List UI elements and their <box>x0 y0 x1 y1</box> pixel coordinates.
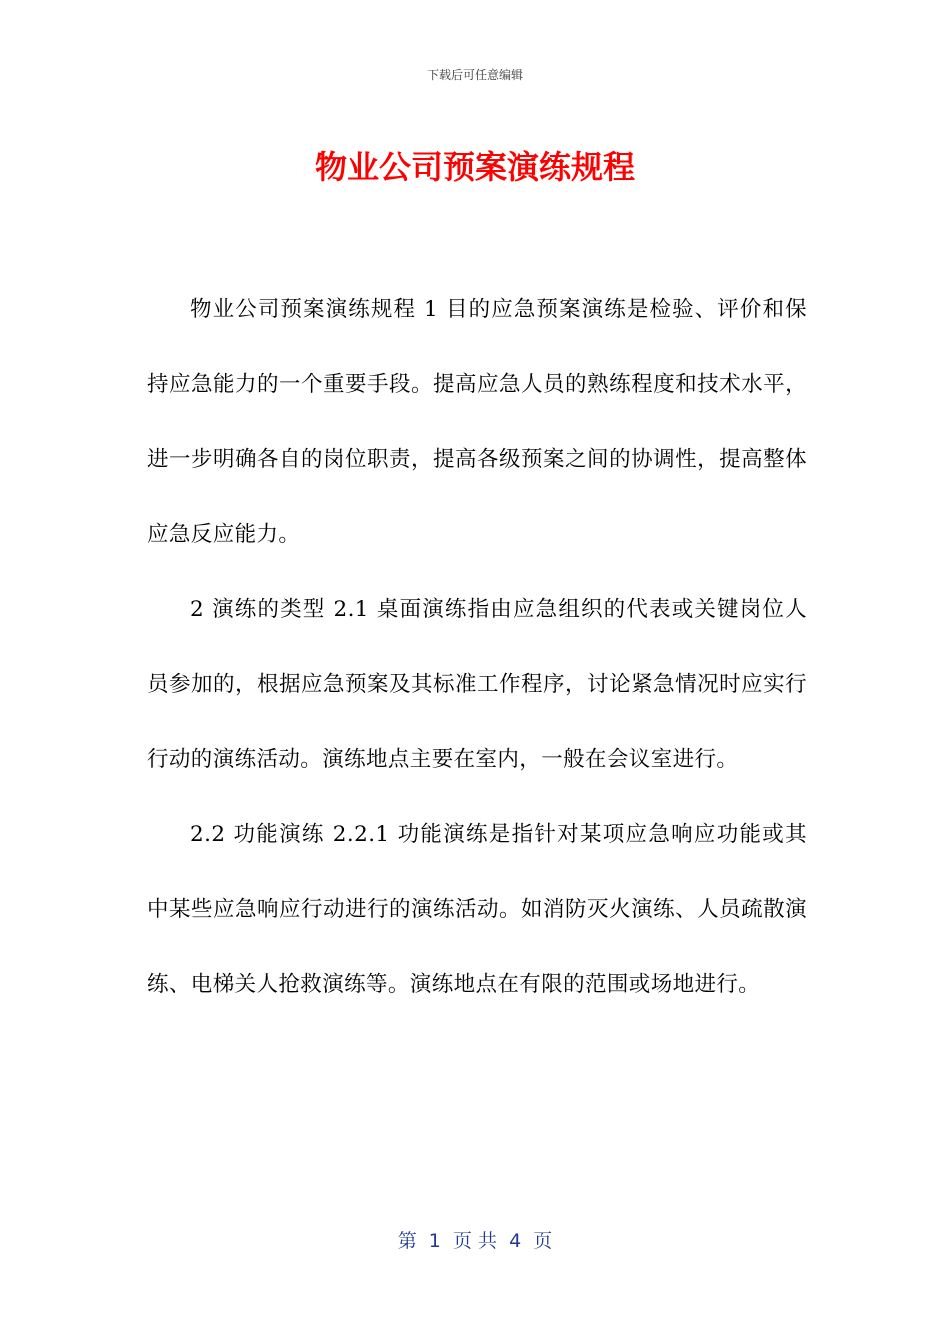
header-note: 下载后可任意编辑 <box>426 68 523 82</box>
paragraph-functional-drill: 2.2 功能演练 2.2.1 功能演练是指针对某项应急响应功能或其中某些应急响应行动进行的演练活动。如消防灭火演练、人员疏散演练、电梯关人抢救演练等。演练地点在有限的范围或场地进行。 <box>147 822 807 997</box>
document-body <box>147 272 807 1022</box>
paragraph-purpose: 物业公司预案演练规程 1 目的应急预案演练是检验、评价和保持应急能力的一个重要手段。提高应急人员的熟练程度和技术水平，进一步明确各自的岗位职责，提高各级预案之间的协调性，提高整体应急反应能力。 <box>147 297 807 547</box>
page-footer: 第 1 页 共 4 页 <box>397 1230 553 1252</box>
document-title: 物业公司预案演练规程 <box>314 148 635 186</box>
paragraph-drill-types: 2 演练的类型 2.1 桌面演练指由应急组织的代表或关键岗位人员参加的，根据应急预案及其标准工作程序，讨论紧急情况时应实行行动的演练活动。演练地点主要在室内，一般在会议室进行。 <box>147 597 807 772</box>
